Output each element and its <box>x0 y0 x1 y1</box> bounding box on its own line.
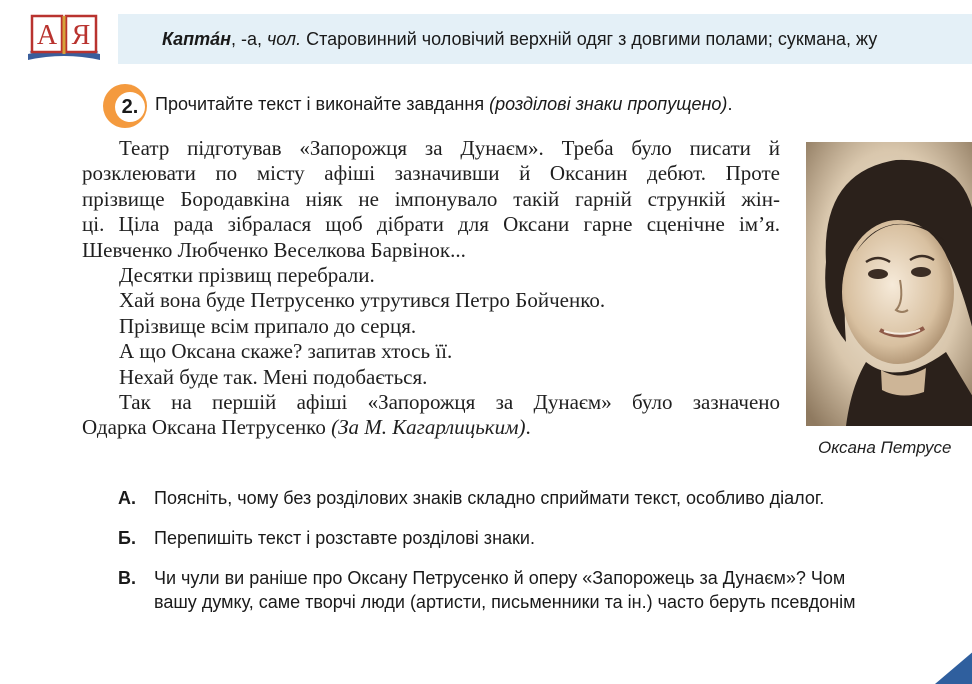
dictionary-headword: Каптáн <box>162 29 231 49</box>
story-author: (За М. Кагарлицьким) <box>331 415 526 440</box>
story-line: ці. Ціла рада зібралася щоб дібрати для Оксани гарне сценічне ім’я. <box>82 212 780 237</box>
task-title-end: . <box>727 94 733 114</box>
story-line: розклеювати по місту афіші зазначивши й Оксанин дебют. Проте <box>82 161 780 186</box>
book-aya-icon <box>24 10 104 64</box>
task-number: 2. <box>115 92 145 122</box>
icon-letter-ya: Я <box>71 20 91 51</box>
question-letter: А. <box>118 488 136 508</box>
story-line: Хай вона буде Петрусенко утрутився Петро Бойченко. <box>119 288 606 313</box>
story-line: Театр підготував «Запорожця за Дунаєм». Треба було писати й <box>119 136 780 160</box>
dictionary-sep: , -а, <box>230 29 267 49</box>
dictionary-entry <box>162 29 877 50</box>
story-last-line <box>82 415 780 440</box>
icon-letter-a: А <box>36 20 58 51</box>
question-v-continued: вашу думку, саме творчі люди (артисти, письменники та ін.) часто беруть псевдонім <box>154 592 856 612</box>
question-a <box>118 488 824 509</box>
question-text: Перепишіть текст і розставте розділові знаки. <box>154 528 535 548</box>
task-title <box>155 94 732 115</box>
story-last-end: . <box>525 415 531 440</box>
story-line: Так на першій афіші «Запорожця за Дунаєм» було зазначено <box>119 390 780 415</box>
question-letter: Б. <box>118 528 136 548</box>
task-title-note: (розділові знаки пропущено) <box>489 94 728 114</box>
story-line: Десятки прізвищ перебрали. <box>119 263 375 288</box>
dictionary-gram: чол. <box>266 29 302 49</box>
question-b <box>118 528 535 549</box>
page-corner-decoration <box>935 650 972 684</box>
question-letter: В. <box>118 568 136 588</box>
question-v <box>118 568 845 589</box>
story-line: Шевченко Любченко Веселкова Барвінок... <box>82 237 466 262</box>
question-text: Чи чули ви раніше про Оксану Петрусенко й оперу «Запорожець за Дунаєм»? Чом <box>154 568 846 588</box>
story-line: Прізвище всім припало до серця. <box>119 313 417 338</box>
question-text: Поясніть, чому без розділових знаків складно сприймати текст, особливо діалог. <box>154 488 825 508</box>
story-last-text: Одарка Оксана Петрусенко <box>82 415 332 440</box>
task-title-main: Прочитайте текст і виконайте завдання <box>155 94 490 114</box>
dictionary-definition: Старовинний чоловічий верхній одяг з довгими полами; сукмана, жу <box>301 29 878 49</box>
story-line: А що Оксана скаже? запитав хтось її. <box>119 339 453 364</box>
portrait-photo <box>806 142 972 426</box>
story-text <box>82 136 780 441</box>
story-line: Нехай буде так. Мені подобається. <box>119 364 428 389</box>
story-line: прізвище Бородавкіна ніяк не імпонувало такій гарній стрункій жін- <box>82 186 780 211</box>
portrait-caption: Оксана Петрусе <box>818 438 952 457</box>
